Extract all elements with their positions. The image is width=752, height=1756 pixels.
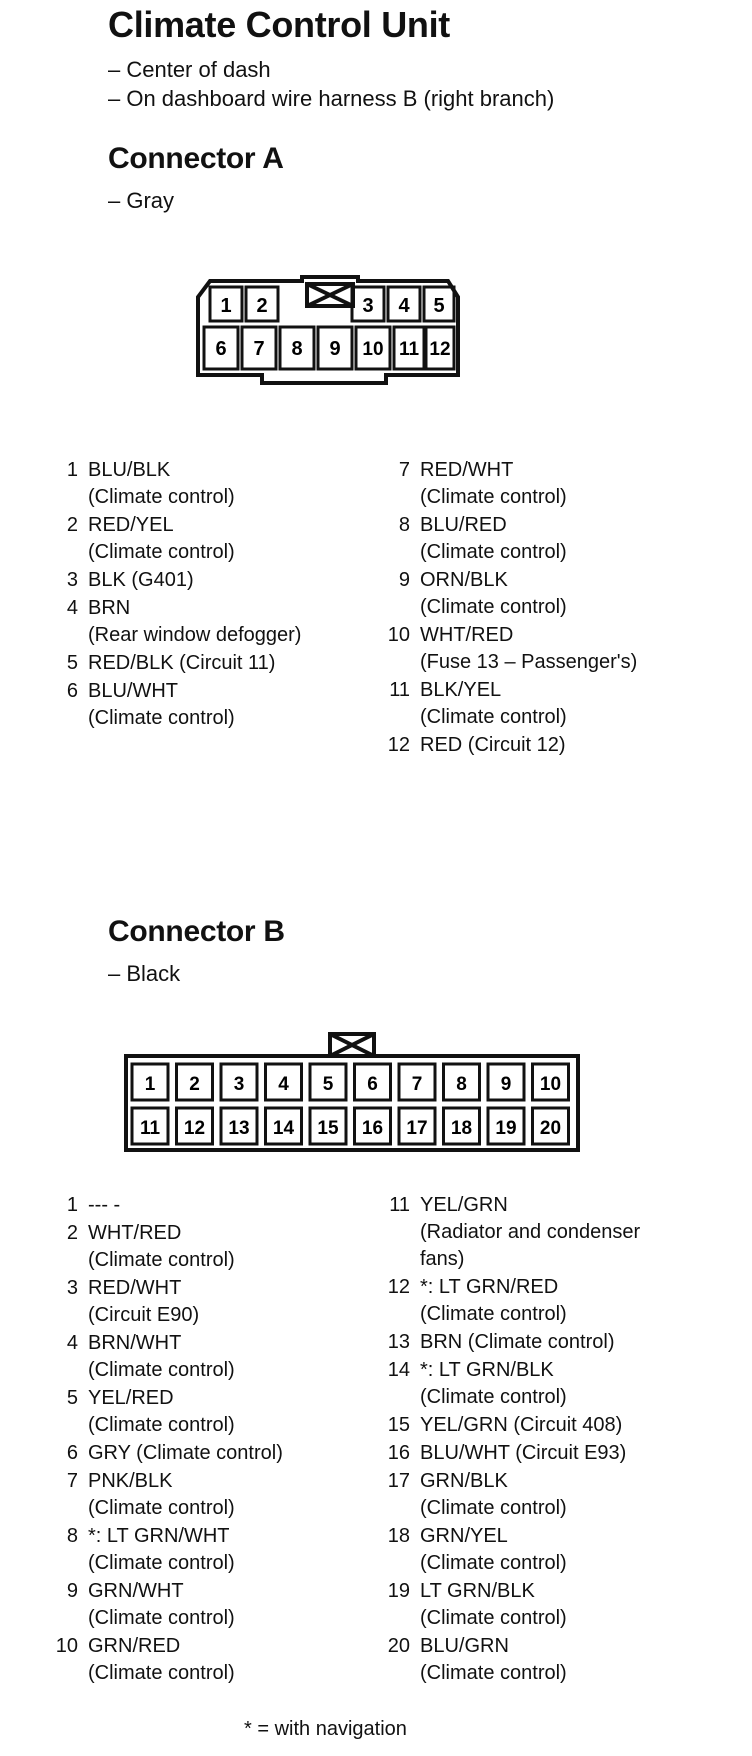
svg-text:11: 11 bbox=[139, 1118, 161, 1139]
connector-a-color: – Gray bbox=[108, 188, 175, 213]
connector-a-cavity bbox=[352, 287, 384, 321]
connector-b-cavity bbox=[444, 1108, 480, 1144]
svg-text:6: 6 bbox=[215, 338, 227, 360]
connector-b-cavity bbox=[310, 1064, 346, 1100]
svg-text:11: 11 bbox=[398, 339, 420, 360]
connector-b-left-pin-list: 1 --- - 2 WHT/RED (Climate control) 3 RED/WHT (Circuit E90) 4 BRN/WHT (Climate control) 5 YEL/RED (Climate control) 6 GRY (Climate control) 7 PNK/BLK (Climate control) 8 *: LT GRN/WHT (Climate control) 9 GRN/WHT (Climate control) 10 GRN/RED (Climate control) bbox=[55, 1194, 283, 1684]
svg-text:3: 3 bbox=[233, 1074, 245, 1095]
connector-b-cavity bbox=[177, 1064, 213, 1100]
svg-text:5: 5 bbox=[322, 1074, 334, 1095]
svg-text:4: 4 bbox=[278, 1074, 289, 1095]
connector-a-lock-tab bbox=[307, 284, 353, 306]
connector-b-color: – Black bbox=[108, 961, 181, 986]
connector-a-cavity bbox=[318, 327, 352, 369]
connector-a-cavity bbox=[246, 287, 278, 321]
svg-text:13: 13 bbox=[228, 1118, 250, 1139]
svg-text:17: 17 bbox=[406, 1118, 428, 1139]
svg-text:9: 9 bbox=[329, 338, 341, 360]
svg-text:7: 7 bbox=[411, 1074, 423, 1095]
connector-a-diagram bbox=[190, 275, 520, 385]
svg-text:5: 5 bbox=[433, 295, 445, 317]
svg-text:2: 2 bbox=[256, 295, 268, 317]
svg-text:1: 1 bbox=[144, 1074, 156, 1095]
connector-b-cavity bbox=[132, 1108, 168, 1144]
svg-text:20: 20 bbox=[539, 1118, 562, 1139]
svg-text:10: 10 bbox=[539, 1074, 562, 1095]
connector-b-cavity bbox=[399, 1064, 435, 1100]
svg-text:2: 2 bbox=[189, 1074, 200, 1095]
svg-text:3: 3 bbox=[362, 295, 374, 317]
connector-b-cavity bbox=[533, 1108, 569, 1144]
svg-text:7: 7 bbox=[253, 338, 265, 360]
connector-b-cavity bbox=[355, 1108, 391, 1144]
connector-b-cavity bbox=[266, 1108, 302, 1144]
svg-text:4: 4 bbox=[398, 295, 410, 317]
connector-b-cavity bbox=[355, 1064, 391, 1100]
connector-b-cavity bbox=[488, 1108, 524, 1144]
connector-a-heading: Connector A bbox=[108, 142, 284, 175]
svg-text:1: 1 bbox=[220, 295, 232, 317]
connector-b-heading: Connector B bbox=[108, 915, 285, 948]
connector-b-cavity bbox=[533, 1064, 569, 1100]
svg-text:18: 18 bbox=[450, 1118, 473, 1139]
svg-text:14: 14 bbox=[272, 1118, 295, 1139]
svg-text:16: 16 bbox=[361, 1118, 384, 1139]
connector-a-cavity bbox=[424, 287, 454, 321]
connector-b-diagram bbox=[118, 1030, 588, 1158]
svg-text:12: 12 bbox=[183, 1118, 206, 1139]
page-title: Climate Control Unit bbox=[108, 4, 450, 45]
connector-b-cavity bbox=[132, 1064, 168, 1100]
svg-text:8: 8 bbox=[456, 1074, 467, 1095]
connector-a-cavity bbox=[210, 287, 242, 321]
connector-a-cavity bbox=[280, 327, 314, 369]
svg-text:6: 6 bbox=[367, 1074, 378, 1095]
connector-a-cavity bbox=[426, 327, 454, 369]
connector-a-cavity bbox=[242, 327, 276, 369]
connector-b-cavity bbox=[266, 1064, 302, 1100]
location-line-2: – On dashboard wire harness B (right branch) bbox=[108, 86, 555, 111]
connector-a-right-pin-list: 7 RED/WHT (Climate control) 8 BLU/RED (Climate control) 9 ORN/BLK (Climate control) 10 WHT/RED (Fuse 13 – Passenger's) 11 BLK/YEL (Climate control) 12 RED (Circuit 12) bbox=[387, 459, 638, 756]
svg-text:10: 10 bbox=[362, 339, 384, 360]
connector-b-cavity bbox=[310, 1108, 346, 1144]
svg-text:15: 15 bbox=[317, 1118, 339, 1139]
svg-text:8: 8 bbox=[291, 338, 303, 360]
connector-b-right-pin-list: 11 YEL/GRN (Radiator and condenser fans) 12 *: LT GRN/RED (Climate control) 13 BRN (Climate control) 14 *: LT GRN/BLK (Climate control) 15 YEL/GRN (Circuit 408) 16 BLU/WHT (Circuit E93) 17 GRN/BLK (Climate control) 18 GRN/YEL (Climate control) 19 LT GRN/BLK (Climate control) 20 BLU/GRN (Climate control) bbox=[387, 1194, 641, 1684]
svg-text:12: 12 bbox=[429, 339, 451, 360]
location-line-1: – Center of dash bbox=[108, 57, 271, 82]
footnote: * = with navigation bbox=[244, 1718, 407, 1740]
svg-text:9: 9 bbox=[500, 1074, 512, 1095]
connector-b-lock-tab bbox=[330, 1034, 374, 1056]
connector-b-cavity bbox=[221, 1064, 257, 1100]
connector-a-left-pin-list: 1 BLU/BLK (Climate control) 2 RED/YEL (Climate control) 3 BLK (G401) 4 BRN (Rear window defogger) 5 RED/BLK (Circuit 11) 6 BLU/WHT (Climate control) bbox=[66, 459, 302, 729]
connector-a-cavity bbox=[356, 327, 390, 369]
connector-b-cavity bbox=[399, 1108, 435, 1144]
connector-b-cavity bbox=[444, 1064, 480, 1100]
connector-b-cavity bbox=[221, 1108, 257, 1144]
connector-a-cavity bbox=[388, 287, 420, 321]
svg-text:19: 19 bbox=[495, 1118, 517, 1139]
connector-a-cavity bbox=[394, 327, 424, 369]
connector-b-cavity bbox=[488, 1064, 524, 1100]
connector-a-cavity bbox=[204, 327, 238, 369]
connector-b-cavity bbox=[177, 1108, 213, 1144]
